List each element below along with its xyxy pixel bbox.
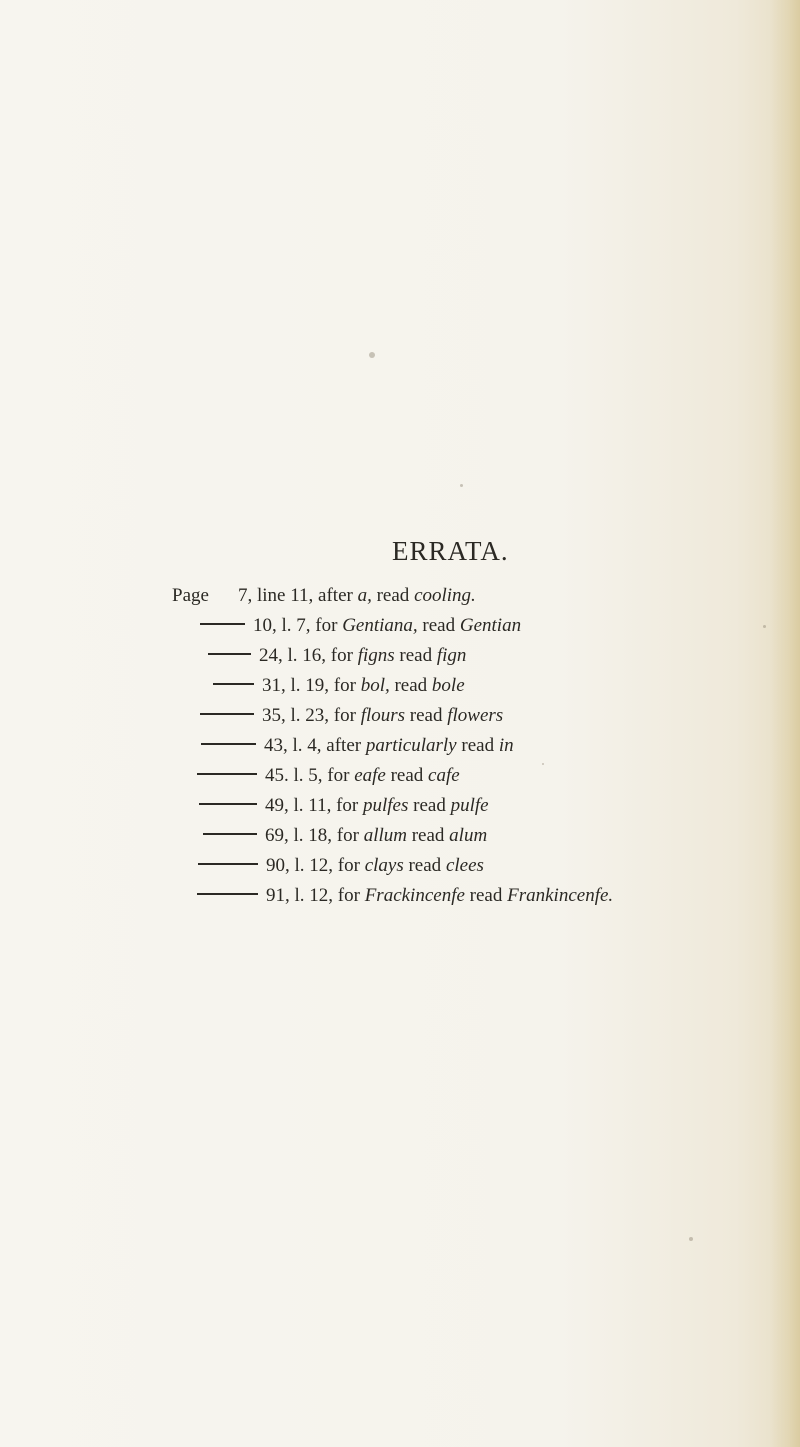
paper-speck	[542, 763, 544, 765]
read-word: read	[422, 615, 456, 636]
line-number: 18,	[308, 825, 333, 846]
instruction-word: for	[333, 705, 356, 726]
read-word: read	[409, 705, 443, 726]
instruction-word: for	[336, 795, 359, 816]
errata-row	[208, 641, 466, 671]
line-prefix: l.	[294, 885, 305, 906]
page-edge-stain	[770, 0, 800, 1447]
instruction-word: for	[337, 855, 360, 876]
line-number: 11,	[290, 585, 314, 606]
line-number: 7,	[296, 615, 311, 636]
paper-speck	[369, 352, 375, 358]
erroneous-text: a,	[357, 585, 372, 606]
read-word: read	[411, 825, 445, 846]
line-prefix: l.	[293, 825, 304, 846]
errata-row	[200, 701, 503, 731]
line-prefix: l.	[293, 795, 304, 816]
paper-speck	[460, 484, 463, 487]
instruction-word: for	[327, 765, 350, 786]
page-number: 43,	[264, 735, 288, 756]
ditto-dash	[208, 653, 251, 655]
line-prefix: l.	[293, 765, 304, 786]
erroneous-text: Frackincenfe	[364, 885, 465, 906]
errata-row	[198, 851, 484, 881]
corrected-text: flowers	[447, 705, 504, 726]
line-prefix: l.	[290, 705, 301, 726]
line-prefix: l.	[290, 675, 301, 696]
corrected-text: cooling.	[414, 585, 476, 606]
erroneous-text: figns	[357, 645, 395, 666]
read-word: read	[376, 585, 410, 606]
ditto-dash	[199, 803, 257, 805]
instruction-word: for	[337, 885, 360, 906]
corrected-text: bole	[431, 675, 465, 696]
read-word: read	[399, 645, 433, 666]
errata-row	[172, 581, 476, 611]
read-word: read	[413, 795, 446, 816]
line-prefix: l.	[292, 735, 303, 756]
instruction-word: for	[315, 615, 338, 636]
page-number: 35,	[262, 705, 286, 726]
corrected-text: Gentian	[459, 615, 522, 636]
instruction-word: after	[318, 585, 353, 606]
corrected-text: fign	[436, 645, 467, 666]
erroneous-text: Gentiana,	[342, 615, 418, 636]
line-prefix: l.	[287, 645, 298, 666]
page-number: 10,	[253, 615, 277, 636]
page-number: 90,	[266, 855, 290, 876]
line-number: 12,	[309, 855, 334, 876]
ditto-dash	[213, 683, 254, 685]
corrected-text: cafe	[428, 765, 460, 786]
line-number: 11,	[308, 795, 332, 816]
ditto-dash	[197, 893, 258, 895]
read-word: read	[390, 765, 424, 786]
page-number: 7,	[238, 585, 253, 606]
page-number: 91,	[266, 885, 290, 906]
corrected-text: clees	[445, 855, 484, 876]
errata-row	[197, 761, 460, 791]
line-number: 23,	[305, 705, 330, 726]
row-lead: Page	[172, 585, 209, 606]
errata-row	[200, 611, 521, 641]
corrected-text: pulfe	[450, 795, 489, 816]
corrected-text: Frankincenfe.	[507, 885, 614, 906]
page-number: 69,	[265, 825, 289, 846]
line-number: 12,	[309, 885, 334, 906]
errata-row	[199, 791, 489, 821]
line-prefix: line	[257, 585, 286, 606]
instruction-word: for	[336, 825, 359, 846]
read-word: read	[394, 675, 428, 696]
corrected-text: in	[498, 735, 514, 756]
line-prefix: l.	[294, 855, 305, 876]
ditto-dash	[197, 773, 257, 775]
corrected-text: alum	[449, 825, 488, 846]
instruction-word: for	[330, 645, 353, 666]
errata-row	[201, 731, 514, 761]
line-number: 19,	[305, 675, 330, 696]
ditto-dash	[203, 833, 257, 835]
read-word: read	[469, 885, 503, 906]
erroneous-text: clays	[364, 855, 404, 876]
page-number: 24,	[259, 645, 283, 666]
page-title: ERRATA.	[392, 536, 509, 566]
page-number: 31,	[262, 675, 286, 696]
page-number: 49,	[265, 795, 289, 816]
read-word: read	[461, 735, 495, 756]
ditto-dash	[198, 863, 258, 865]
instruction-word: after	[326, 735, 362, 756]
erroneous-text: flours	[360, 705, 406, 726]
errata-row	[213, 671, 465, 701]
erroneous-text: particularly	[365, 735, 457, 756]
read-word: read	[408, 855, 442, 876]
page-number: 45.	[265, 765, 289, 786]
instruction-word: for	[333, 675, 356, 696]
line-number: 4,	[307, 735, 322, 756]
paper-speck	[763, 625, 766, 628]
line-prefix: l.	[281, 615, 292, 636]
paper-speck	[689, 1237, 693, 1241]
ditto-dash	[201, 743, 256, 745]
line-number: 5,	[308, 765, 323, 786]
erroneous-text: allum	[363, 825, 407, 846]
erroneous-text: eafe	[354, 765, 386, 786]
erroneous-text: bol,	[360, 675, 390, 696]
ditto-dash	[200, 623, 245, 625]
errata-row	[197, 881, 613, 911]
erroneous-text: pulfes	[362, 795, 409, 816]
line-number: 16,	[302, 645, 327, 666]
errata-row	[203, 821, 487, 851]
ditto-dash	[200, 713, 254, 715]
